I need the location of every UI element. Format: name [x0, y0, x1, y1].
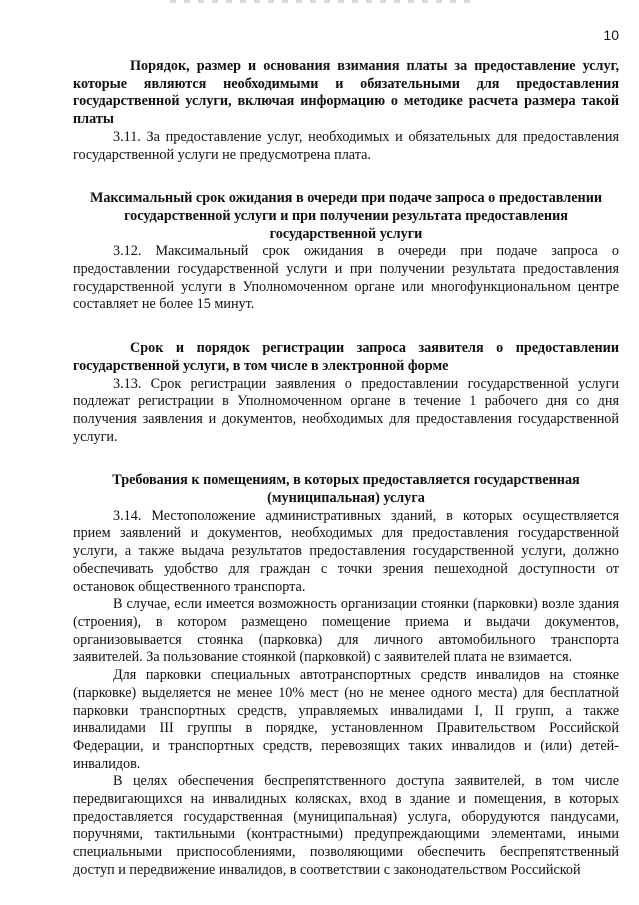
page-number: 10 — [603, 27, 619, 43]
paragraph-parking: В случае, если имеется возможность организации стоянки (парковки) возле здания (строения), в котором размещено помещение приема и выдачи документов, организовывается стоянка (парковка) для личного автомобильного транспорта заявителей. За пользование стоянкой (парковкой) с заявителей плата не взимается. — [73, 596, 619, 666]
section-heading-premises: Требования к помещениям, в которых предоставляется государственная (муниципальная) услуга — [112, 472, 580, 507]
paragraph-accessibility: В целях обеспечения беспрепятственного доступа заявителей, в том числе передвигающихся на инвалидных колясках, вход в здание и помещения, в которых предоставляется государственная (муниципальная) услуга, оборудуются пандусами, поручнями, тактильными (контрастными) предупреждающими элементами, иными специальными приспособлениями, позволяющими обеспечить беспрепятственный доступ и передвижение инвалидов, в соответствии с законодательством Российской — [73, 773, 619, 878]
scan-artifact — [170, 0, 470, 3]
paragraph-3-12: 3.12. Максимальный срок ожидания в очереди при подаче запроса о предоставлении государственной услуги и при получении результата предоставления государственной услуги в Уполномоченном органе или многофункциональном центре составляет не более 15 минут. — [73, 243, 619, 313]
section-heading-queue: Максимальный срок ожидания в очереди при подаче запроса о предоставлении государственной услуги и при получении результата предоставления государственной услуги — [89, 190, 603, 242]
section-heading-fees: Порядок, размер и основания взимания платы за предоставление услуг, которые являются необходимыми и обязательными для предоставления государственной услуги, включая информацию о методике расчета размера такой платы — [73, 58, 619, 128]
paragraph-3-14: 3.14. Местоположение административных зданий, в которых осуществляется прием заявлений и документов, необходимых для предоставления государственной услуги, а также выдача результатов предоставления государственной услуги, должно обеспечивать удобство для граждан с точки зрения пешеходной доступности от остановок общественного транспорта. — [73, 507, 619, 595]
document-body — [73, 58, 619, 880]
paragraph-3-13: 3.13. Срок регистрации заявления о предоставлении государственной услуги подлежат регистрации в Уполномоченном органе в течение 1 рабочего дня со дня получения заявления и документов, необходимых для предоставления государственной услуги. — [73, 375, 619, 445]
paragraph-disabled-parking: Для парковки специальных автотранспортных средств инвалидов на стоянке (парковке) выделяется не менее 10% мест (но не менее одного места) для бесплатной парковки транспортных средств, управляемых инвалидами I, II групп, а также инвалидами III группы в порядке, установленном Правительством Российской Федерации, и транспортных средств, перевозящих таких инвалидов и (или) детей- инвалидов. — [73, 667, 619, 772]
section-heading-registration: Срок и порядок регистрации запроса заявителя о предоставлении государственной услуги, в том числе в электронной форме — [73, 340, 619, 374]
paragraph-3-11: 3.11. За предоставление услуг, необходимых и обязательных для предоставления государственной услуги не предусмотрена плата. — [73, 128, 619, 163]
